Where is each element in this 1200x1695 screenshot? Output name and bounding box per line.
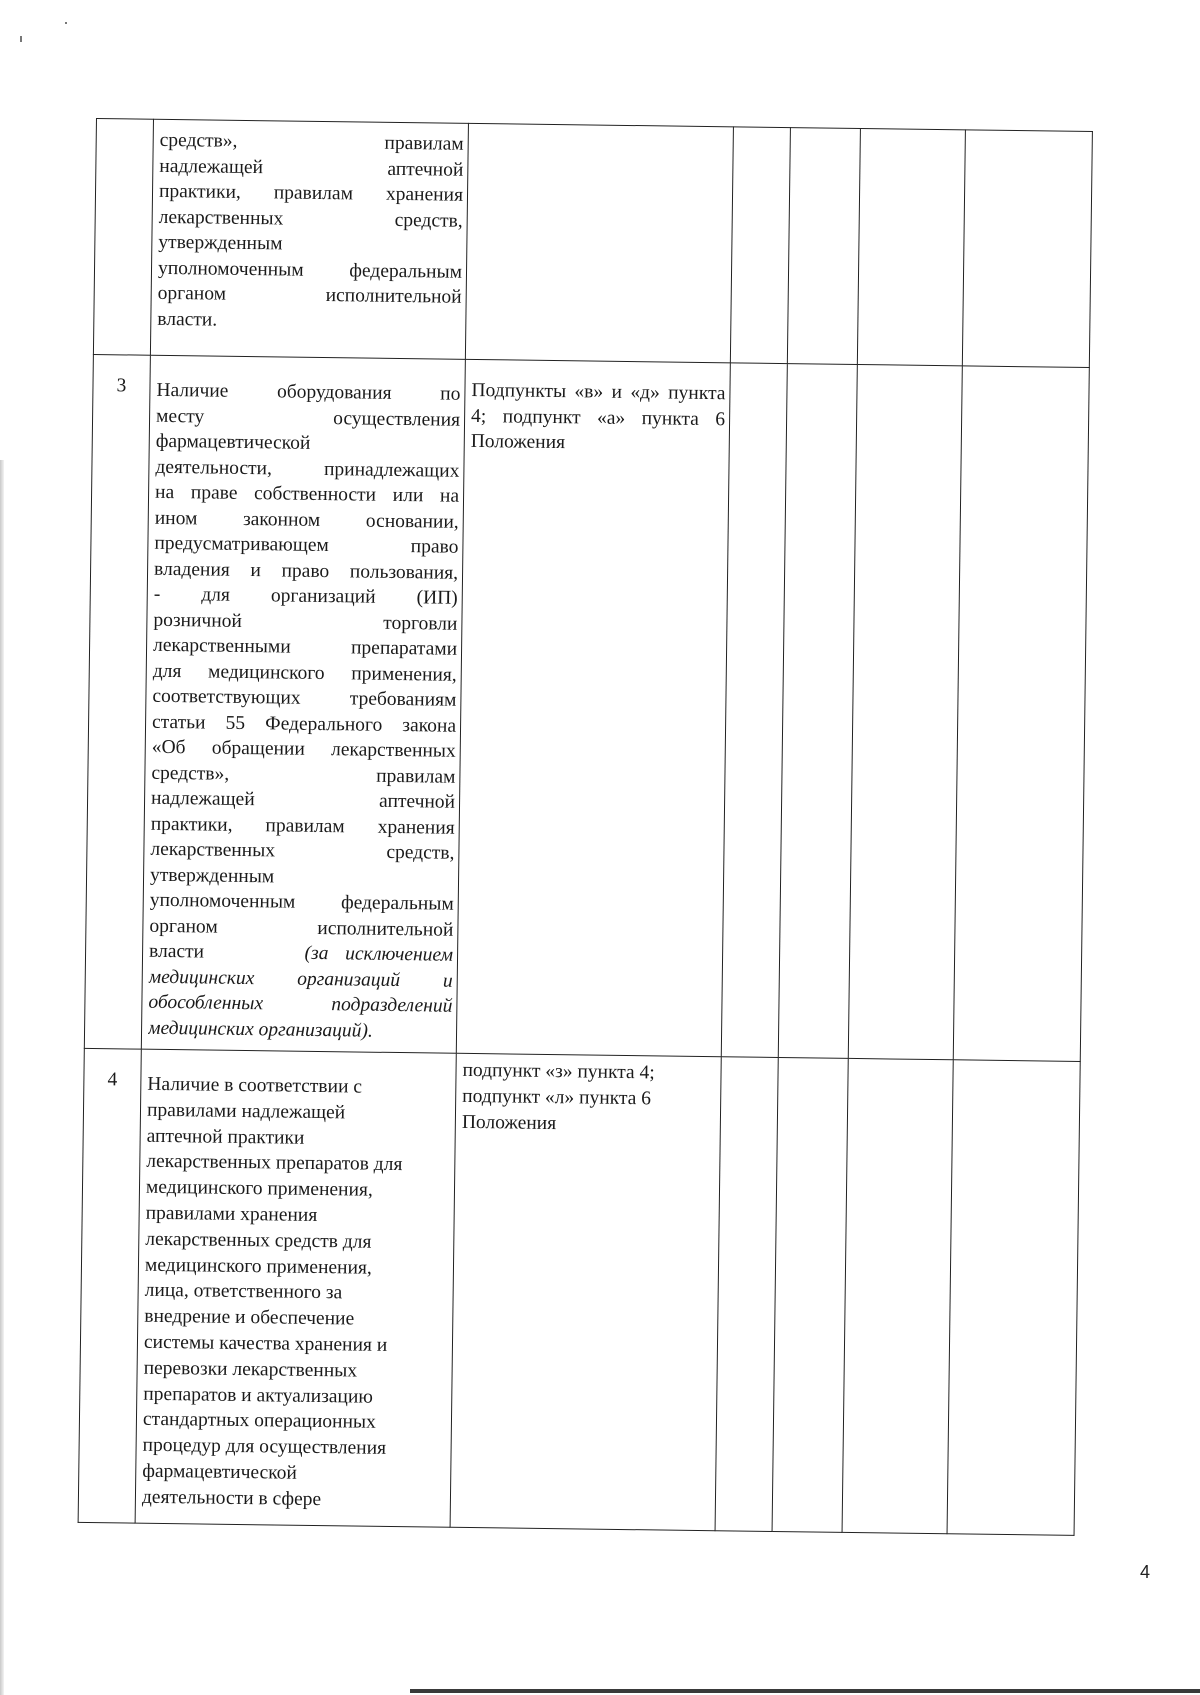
requirement-line: средств», правилам: [151, 762, 456, 788]
row-number-cell: 3: [84, 354, 150, 1049]
requirement-line: предусматривающем право: [154, 532, 459, 558]
requirement-line: на праве собственности или на: [154, 481, 460, 507]
requirement-line: - для организаций (ИП): [153, 583, 458, 609]
empty-cell: [715, 1057, 778, 1532]
requirement-line: лица, ответственного за: [144, 1280, 343, 1304]
empty-cell: [842, 1058, 953, 1533]
requirement-line: медицинского применения,: [145, 1176, 373, 1201]
reference-cell: [450, 1053, 721, 1530]
empty-cell: [953, 366, 1089, 1062]
requirement-line: «Об обращении лекарственных: [151, 736, 456, 762]
empty-cell: [730, 127, 790, 364]
requirement-line: органом исполнительной: [149, 915, 454, 941]
empty-cell: [962, 130, 1092, 368]
scan-speck: [20, 36, 22, 42]
requirement-italic-line: медицинских организаций и: [148, 966, 453, 992]
requirement-line: власти.: [157, 308, 218, 331]
requirement-line: перевозки лекарственных: [143, 1357, 358, 1382]
requirement-line: утвержденным: [149, 864, 275, 887]
empty-cell: [778, 364, 857, 1059]
requirement-line: аптечной практики: [146, 1125, 305, 1149]
requirement-line-mixed: [149, 939, 453, 968]
requirement-line: утвержденным: [158, 231, 283, 255]
requirement-line: надлежащей аптечной: [159, 155, 464, 181]
requirement-line: Наличие оборудования по: [156, 379, 461, 405]
scan-speck: [65, 22, 67, 24]
requirement-line: внедрение и обеспечение: [144, 1305, 355, 1330]
requirement-line: препаратов и актуализацию: [143, 1383, 374, 1408]
requirement-line: розничной торговли: [153, 609, 458, 635]
requirement-italic-line: обособленных подразделений: [148, 991, 453, 1017]
requirement-line: статьи 55 Федерального закона: [151, 711, 457, 737]
reference-line: подпункт «л» пункта 6: [462, 1085, 652, 1110]
requirement-line: ином законном основании,: [154, 507, 459, 533]
requirement-line: деятельности, принадлежащих: [155, 456, 460, 482]
requirement-line: месту осуществления: [155, 405, 461, 431]
row-number-cell: 4: [78, 1048, 141, 1523]
requirement-line: лекарственных средств для: [145, 1228, 372, 1253]
row-number-cell: [93, 119, 153, 356]
requirement-line: практики, правилам хранения: [158, 180, 464, 206]
reference-cell: [465, 123, 733, 362]
requirement-line: деятельности в сфере: [141, 1486, 322, 1510]
reference-line: подпункт «з» пункта 4;: [462, 1059, 655, 1084]
reference-line: Положения: [461, 1111, 557, 1134]
requirement-line: лекарственных средств,: [150, 838, 455, 864]
page-number: 4: [1140, 1562, 1151, 1582]
empty-cell: [721, 363, 787, 1058]
requirement-line: лекарственных средств,: [158, 206, 463, 232]
empty-cell: [848, 364, 962, 1059]
requirement-line: стандартных операционных: [142, 1409, 376, 1434]
requirement-line: процедур для осуществления: [142, 1434, 387, 1460]
requirement-line: средств», правилам: [159, 129, 464, 155]
requirement-line: лекарственных препаратов для: [146, 1151, 403, 1176]
requirement-italic-line: медицинских организаций).: [147, 1017, 373, 1042]
requirement-line: практики, правилам хранения: [150, 813, 455, 839]
empty-cell: [857, 129, 965, 366]
empty-cell: [947, 1060, 1080, 1536]
requirement-cell: [150, 119, 468, 359]
empty-cell: [787, 128, 860, 365]
requirement-line: системы качества хранения и: [143, 1331, 388, 1356]
requirement-line: фармацевтической: [142, 1460, 298, 1484]
table-row-item-3: [84, 354, 1089, 1061]
requirement-italic-text: (за исключением: [304, 942, 454, 966]
requirement-line: уполномоченным федеральным: [157, 257, 463, 283]
requirement-line: Наличие в соответствии с: [147, 1073, 363, 1098]
requirement-line: медицинского применения,: [144, 1254, 372, 1279]
requirement-line: владения и право пользования,: [153, 558, 459, 584]
scan-edge-shadow: [0, 460, 4, 1695]
requirement-line: для медицинского применения,: [152, 660, 457, 686]
scan-bottom-edge: [410, 1689, 1200, 1693]
requirement-line: органом исполнительной: [157, 282, 462, 308]
requirement-cell: [141, 355, 465, 1053]
table-row-item-4: [78, 1048, 1080, 1535]
requirement-line: лекарственными препаратами: [152, 634, 458, 660]
table-row-continuation: [93, 119, 1092, 368]
requirement-line: надлежащей аптечной: [150, 787, 456, 813]
requirement-line: фармацевтической: [155, 430, 311, 454]
requirement-line: соответствующих требованиям: [152, 685, 457, 711]
empty-cell: [772, 1058, 848, 1533]
requirement-text: власти: [148, 940, 205, 963]
reference-cell: Подпункты «в» и «д» пункта 4; подпункт «а» пункта 6 Положения: [456, 359, 730, 1056]
checklist-table: [78, 118, 1093, 1536]
requirement-cell: [135, 1049, 456, 1527]
requirement-line: правилами надлежащей: [146, 1099, 346, 1124]
requirement-line: правилами хранения: [145, 1202, 318, 1226]
requirement-line: уполномоченным федеральным: [149, 889, 454, 915]
